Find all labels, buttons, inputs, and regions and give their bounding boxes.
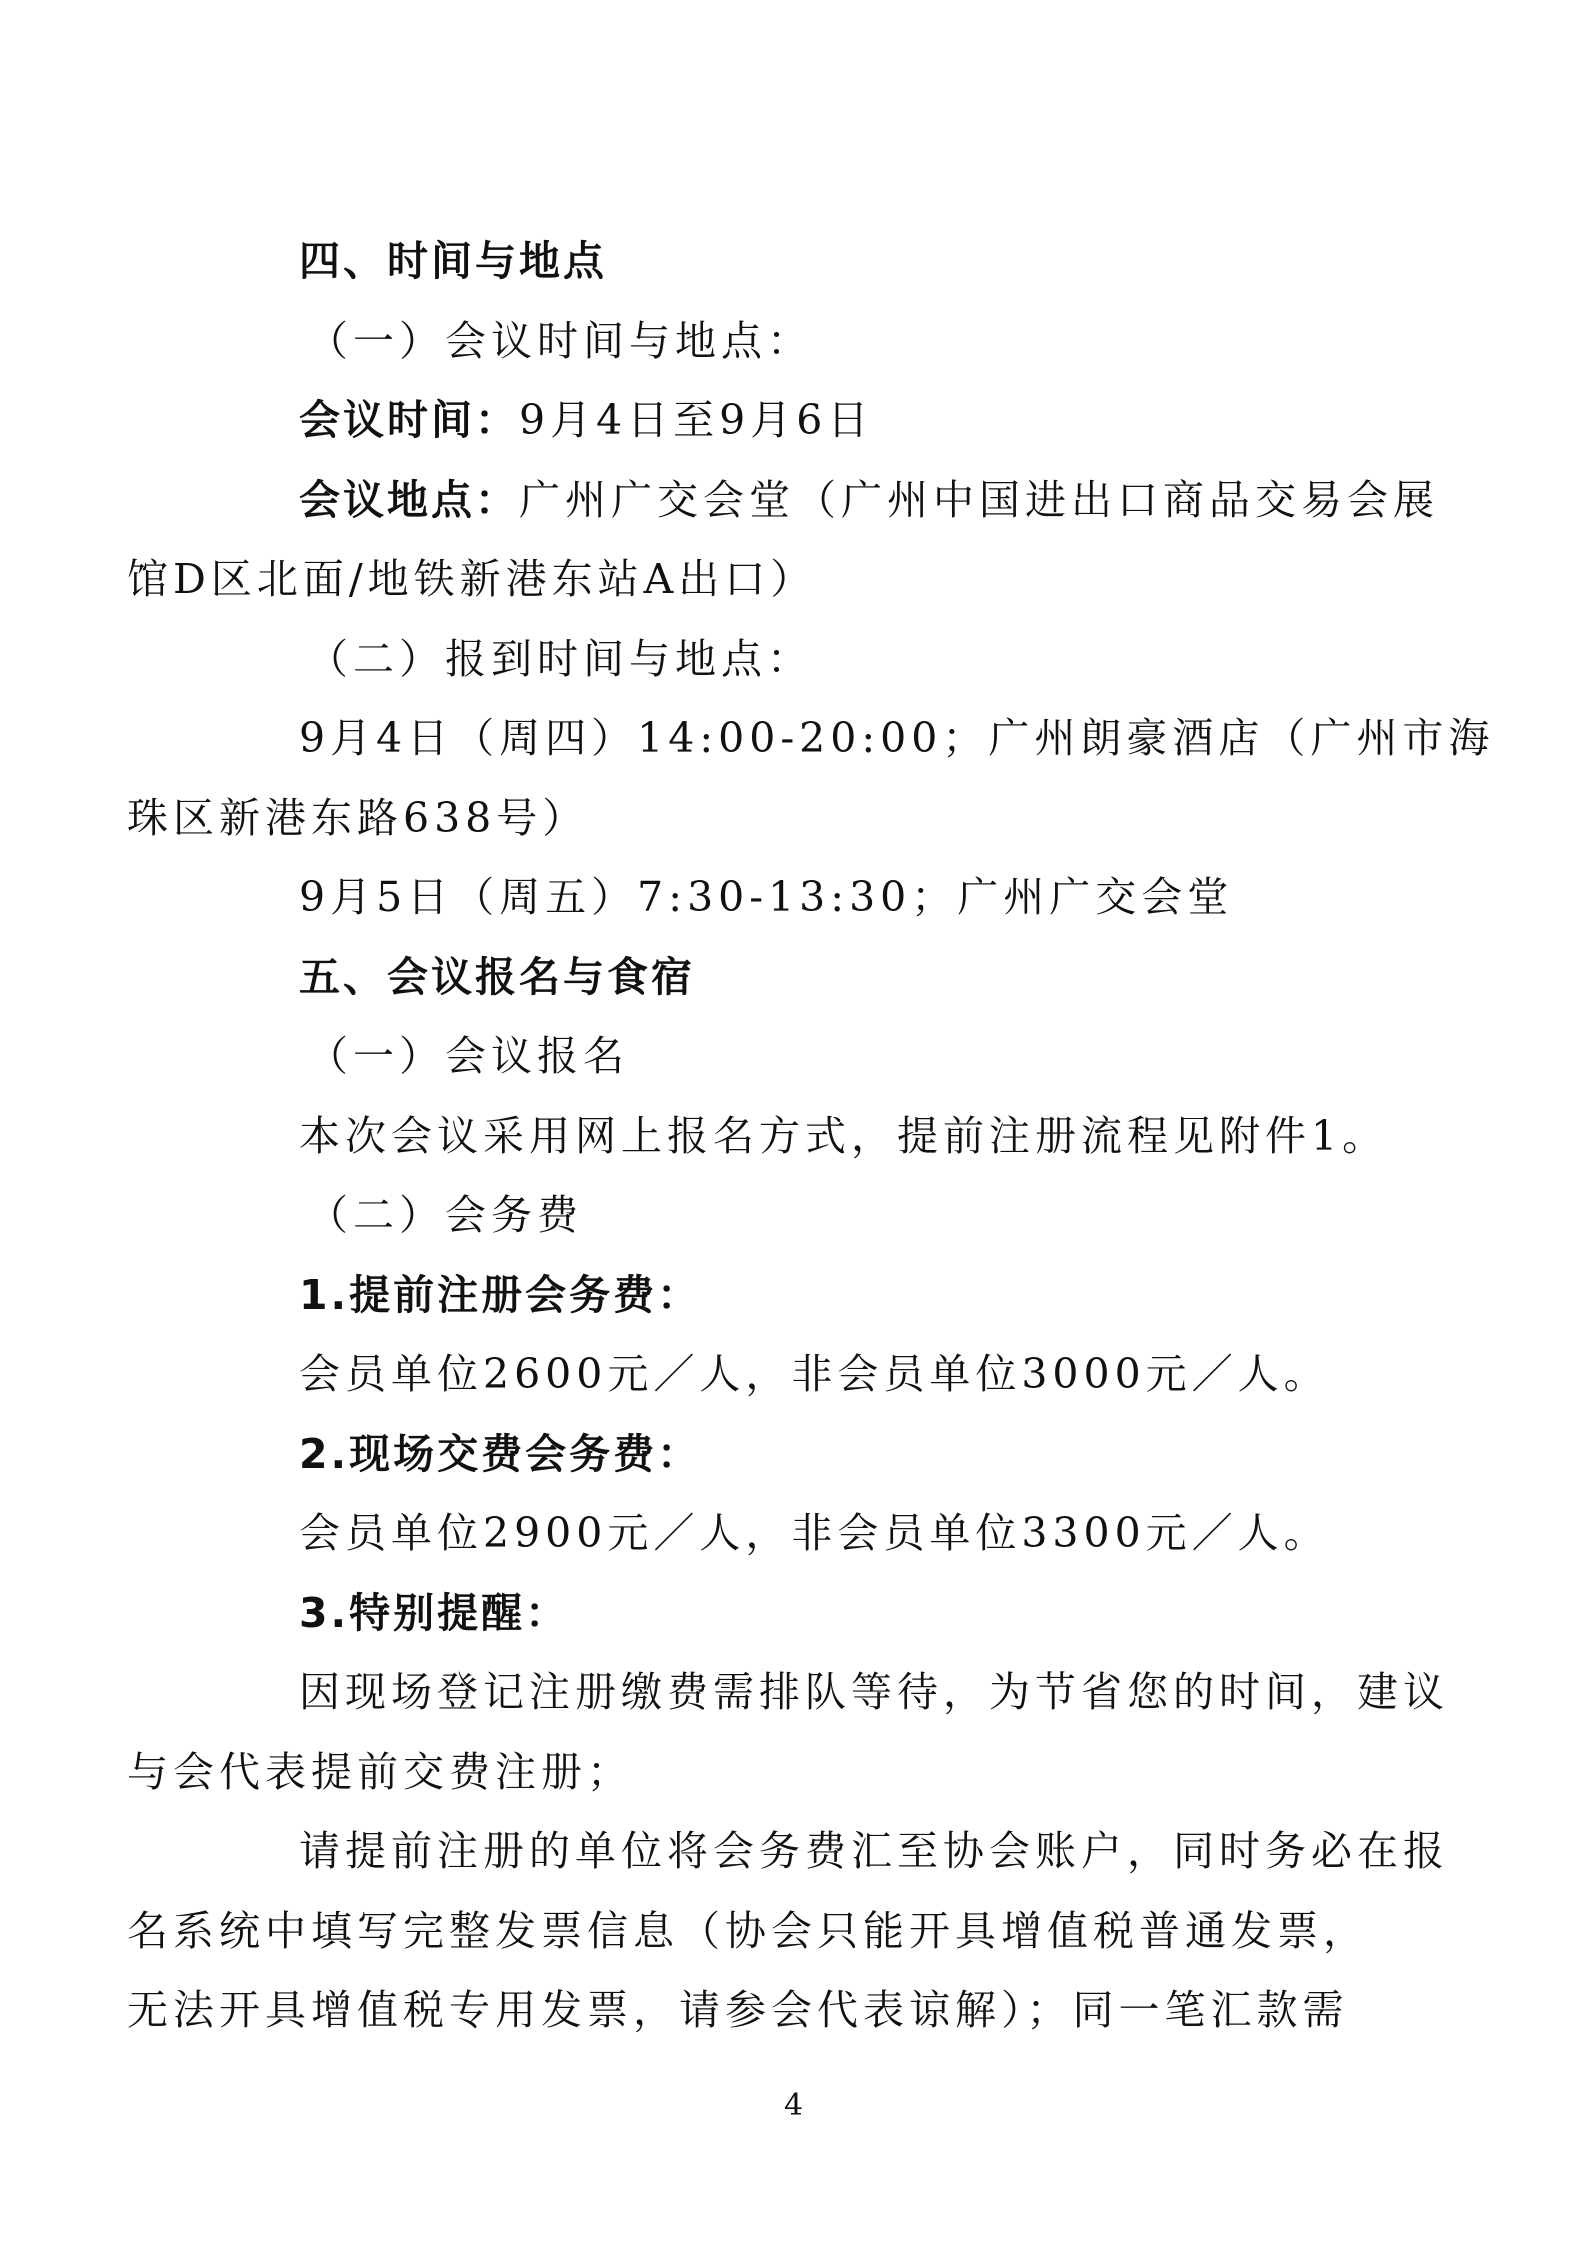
early-registration-fee-text: 会员单位2600元／人，非会员单位3000元／人。 — [299, 1350, 1330, 1398]
meeting-location-continued: 馆D区北面/地铁新港东站A出口） — [127, 555, 817, 603]
section-heading-registration-lodging: 五、会议报名与食宿 — [299, 952, 695, 1001]
meeting-location-label: 会议地点： — [299, 475, 519, 524]
page-number: 4 — [783, 2088, 804, 2123]
subheading-meeting-time-location: （一）会议时间与地点： — [307, 316, 813, 365]
registration-day1-continued: 珠区新港东路638号） — [127, 793, 589, 842]
section-heading-time-location: 四、时间与地点 — [299, 237, 607, 285]
reminder-paragraph-2-continued-a: 名系统中填写完整发票信息（协会只能开具增值税普通发票， — [127, 1906, 1369, 1955]
document-body — [127, 222, 1495, 2051]
subheading-meeting-registration: （一）会议报名 — [307, 1032, 629, 1080]
onsite-fee-title: 2.现场交费会务费： — [299, 1429, 702, 1478]
reminder-paragraph-2-continued-b: 无法开具增值税专用发票，请参会代表谅解）；同一笔汇款需 — [127, 1986, 1349, 2034]
meeting-location-value: 广州广交会堂（广州中国进出口商品交易会展 — [519, 475, 1439, 524]
early-registration-fee-title: 1.提前注册会务费： — [299, 1270, 702, 1319]
special-reminder-title: 3.特别提醒： — [299, 1588, 570, 1637]
online-registration-text: 本次会议采用网上报名方式，提前注册流程见附件1。 — [299, 1111, 1389, 1160]
reminder-paragraph-1-continued: 与会代表提前交费注册； — [127, 1747, 633, 1796]
reminder-paragraph-2: 请提前注册的单位将会务费汇至协会账户，同时务必在报 — [299, 1827, 1449, 1875]
subheading-conference-fee: （二）会务费 — [307, 1191, 583, 1239]
registration-day2-line: 9月5日（周五）7:30-13:30；广州广交会堂 — [299, 873, 1234, 921]
registration-day1-line: 9月4日（周四）14:00-20:00；广州朗豪酒店（广州市海 — [299, 714, 1495, 762]
onsite-fee-text: 会员单位2900元／人，非会员单位3300元／人。 — [299, 1509, 1330, 1557]
subheading-registration-time-location: （二）报到时间与地点： — [307, 634, 813, 683]
meeting-location-line — [213, 461, 1439, 541]
meeting-time-value: 9月4日至9月6日 — [519, 396, 874, 444]
meeting-time-line — [213, 381, 1383, 461]
reminder-paragraph-1: 因现场登记注册缴费需排队等待，为节省您的时间，建议 — [299, 1668, 1449, 1716]
meeting-time-label: 会议时间： — [299, 396, 519, 444]
